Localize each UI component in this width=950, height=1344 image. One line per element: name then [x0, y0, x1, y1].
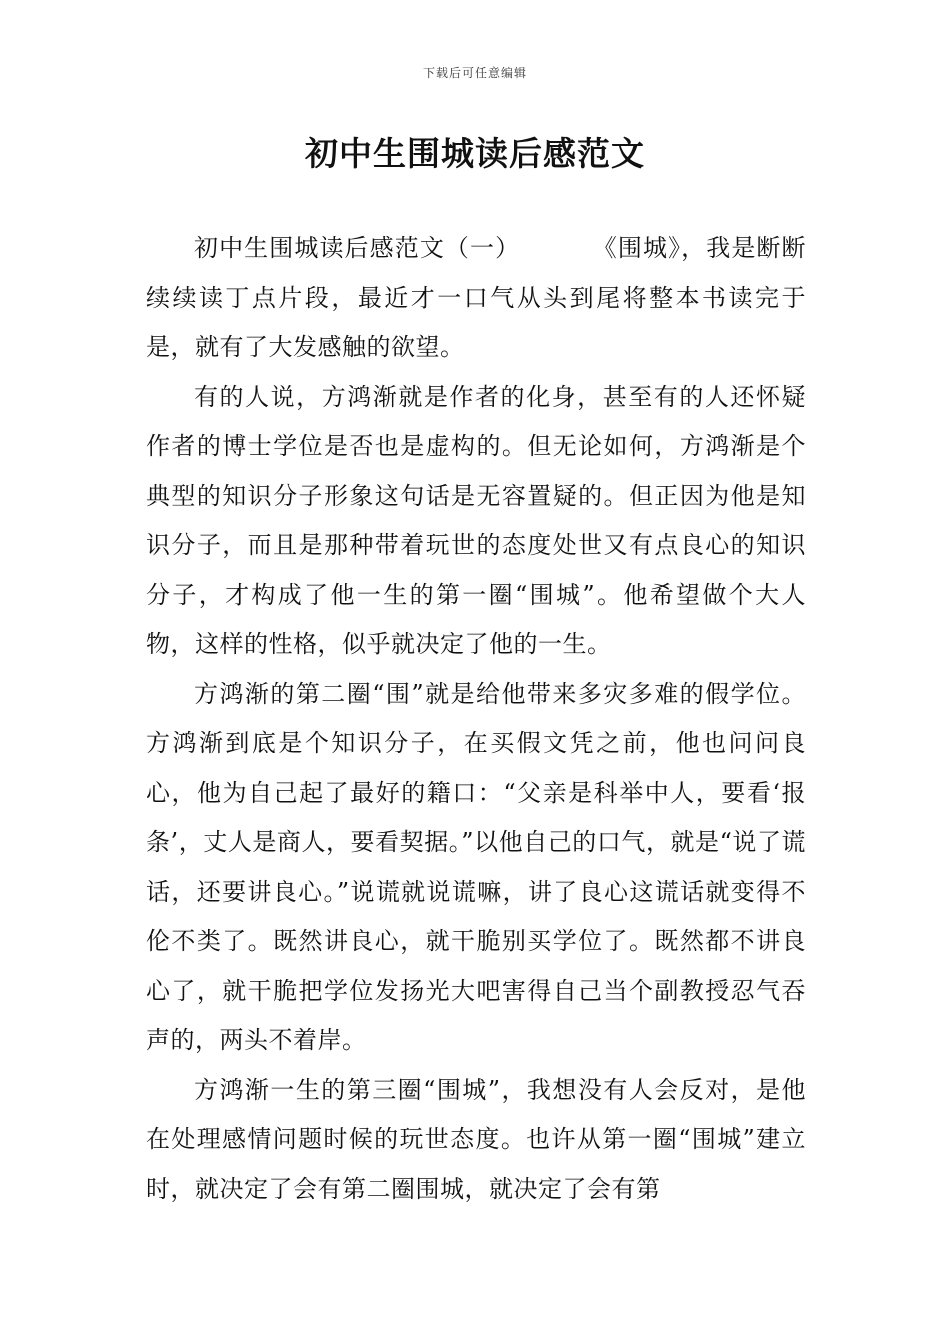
paragraph-4: 方鸿渐一生的第三圈“围城”，我想没有人会反对，是他在处理感情问题时候的玩世态度。也许从第一圈“围城”建立时，就决定了会有第二圈围城，就决定了会有第 — [146, 1075, 806, 1203]
document-body — [146, 224, 806, 1214]
paragraph-3: 方鸿渐的第二圈“围”就是给他带来多灾多难的假学位。方鸿渐到底是个知识分子，在买假文凭之前，他也问问良心，他为自己起了最好的籍口：“父亲是科举中人，要看‘报条’，丈人是商人，要看契据。”以他自己的口气，就是“说了谎话，还要讲良心。”说谎就说谎嘛，讲了良心这谎话就变得不伦不类了。既然讲良心，就干脆别买学位了。既然都不讲良心了，就干脆把学位发扬光大吧害得自己当个副教授忍气吞声的，两头不着岸。 — [146, 679, 806, 1054]
header-note: 下载后可任意编辑 — [422, 66, 527, 80]
document-title: 初中生围城读后感范文 — [305, 134, 645, 173]
paragraph-1 — [146, 224, 806, 373]
paragraph-2: 有的人说，方鸿渐就是作者的化身，甚至有的人还怀疑作者的博士学位是否也是虚构的。但无论如何，方鸿渐是个典型的知识分子形象这句话是无容置疑的。但正因为他是知识分子，而且是那种带着玩世的态度处世又有点良心的知识分子，才构成了他一生的第一圈“围城”。他希望做个大人物，这样的性格，似乎就决定了他的一生。 — [146, 382, 806, 658]
paragraph-1-lead: 初中生围城读后感范文（一） — [194, 234, 521, 262]
paragraph-1-rest: 《围城》，我是断断续续读丁点片段，最近才一口气从头到尾将整本书读完于是，就有了大发感触的欲望。 — [146, 234, 807, 361]
